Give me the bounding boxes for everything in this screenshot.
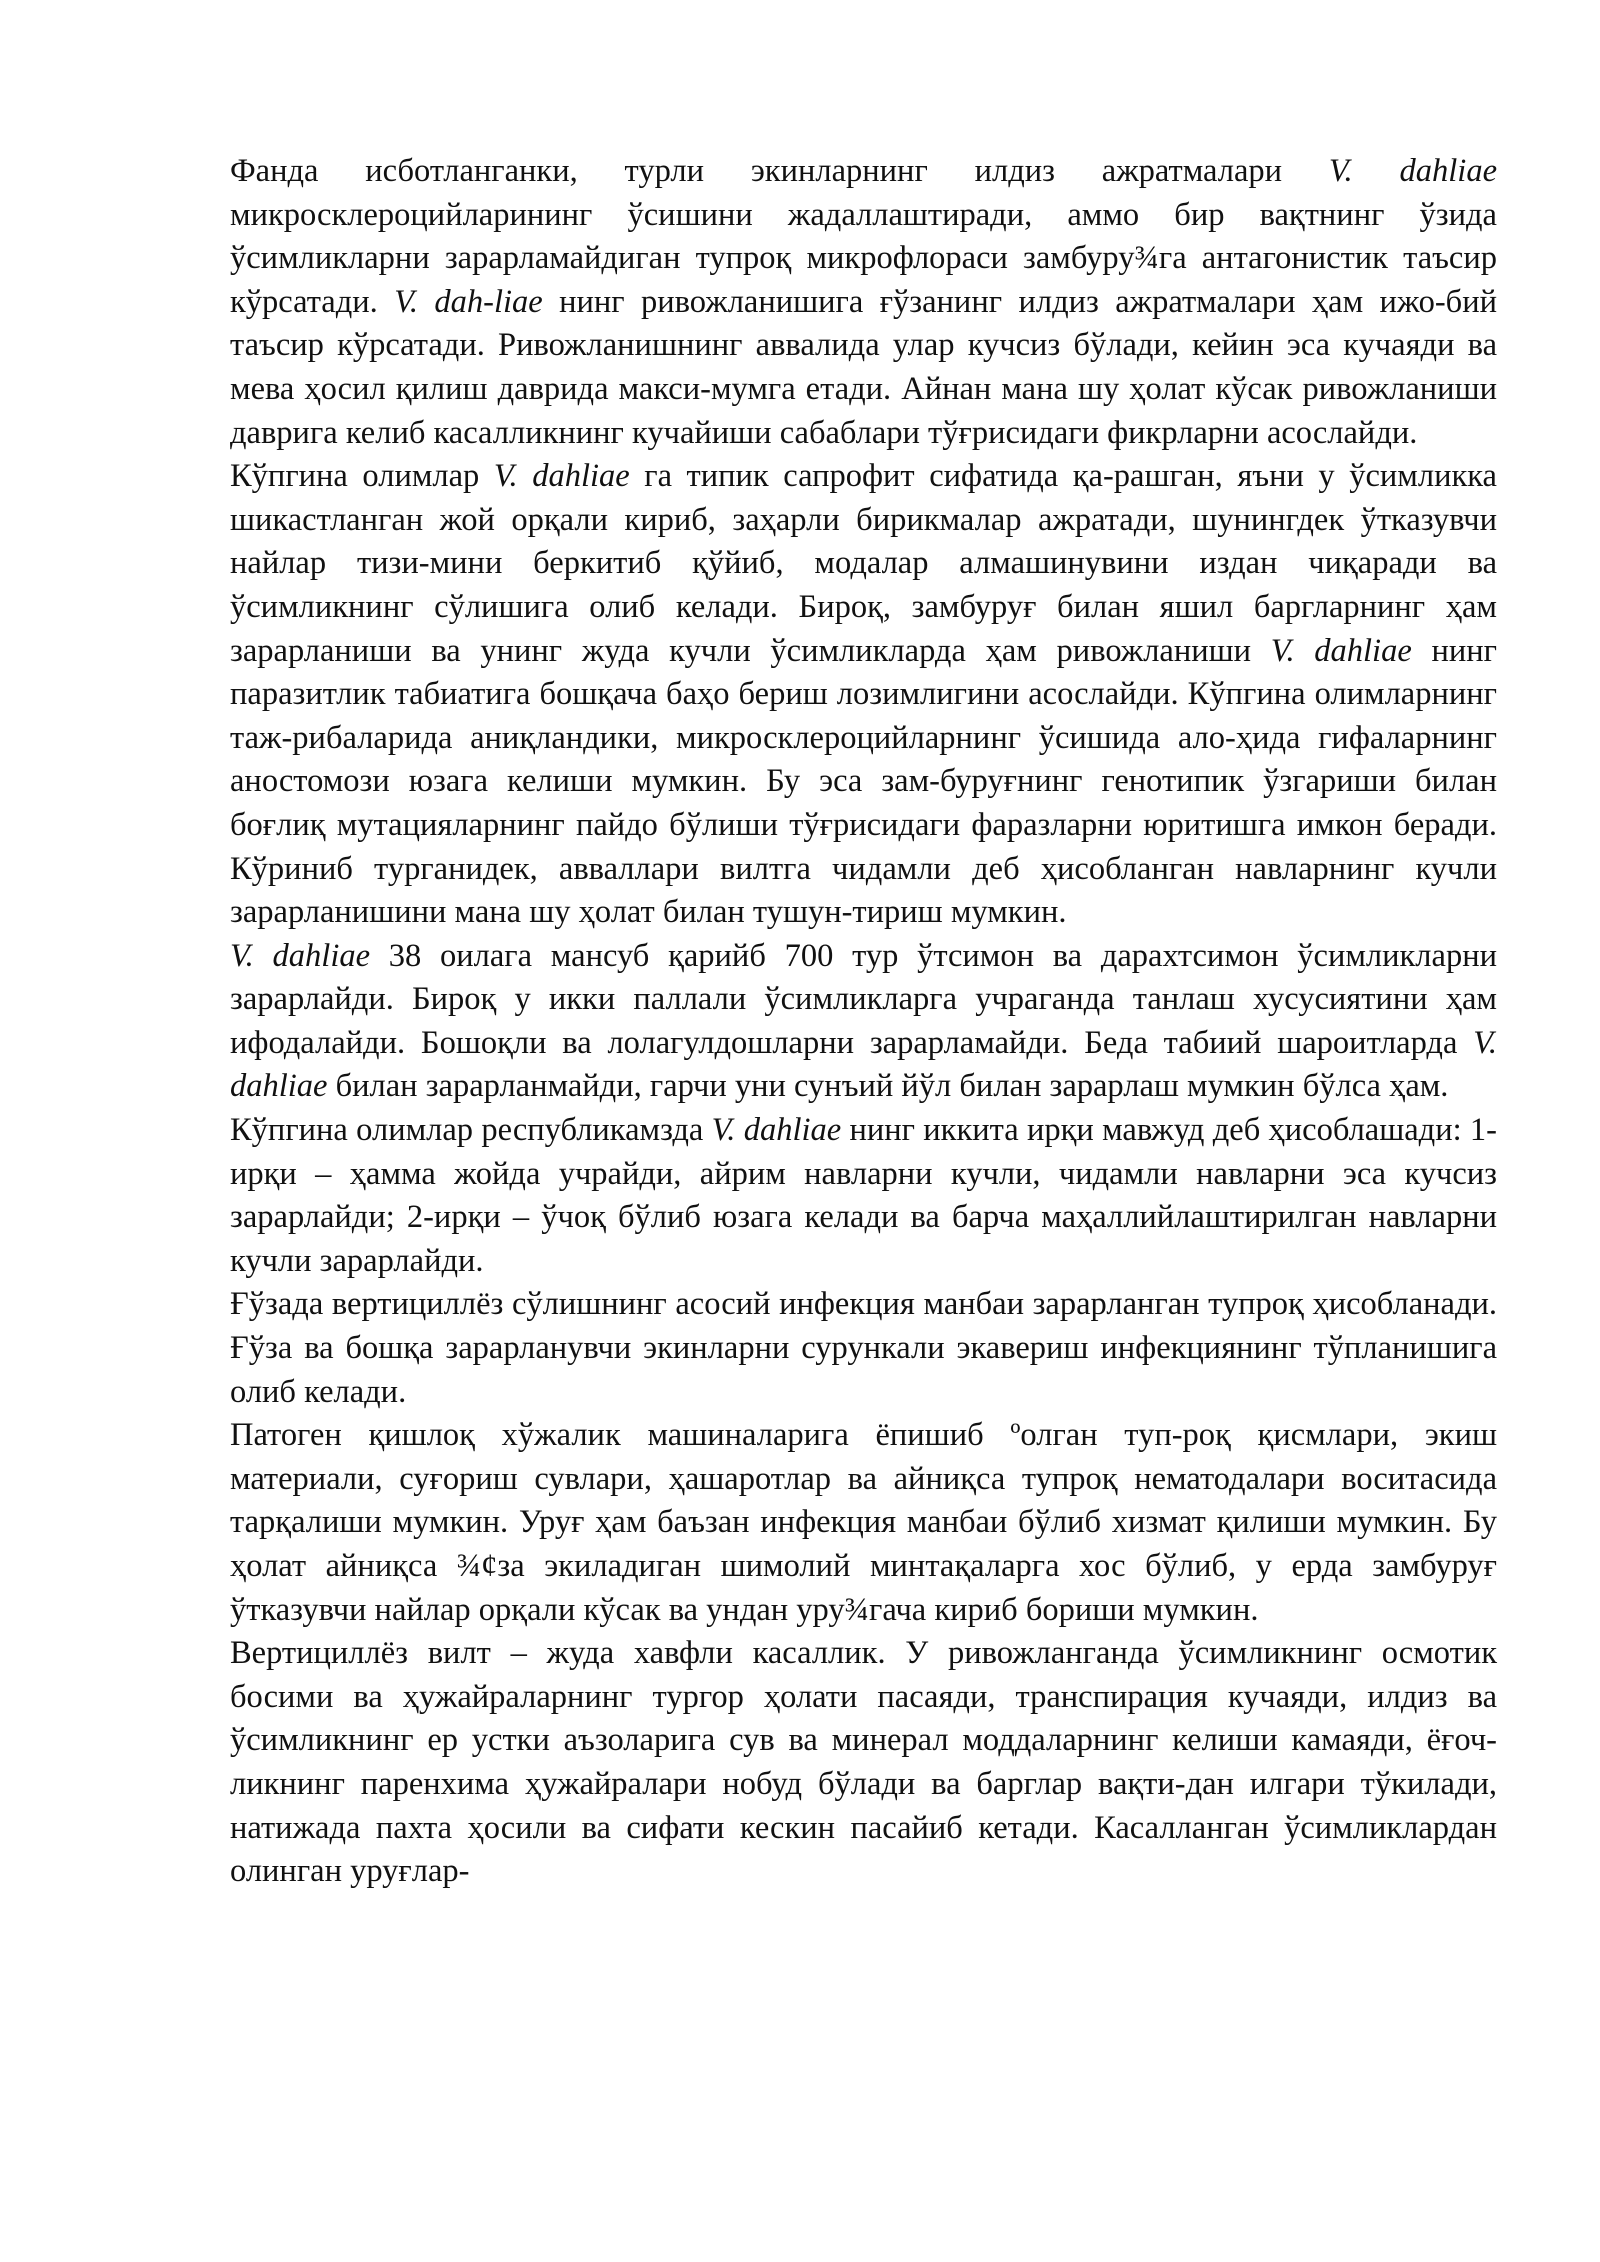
text-run: билан зарарланмайди, гарчи уни сунъий йўл билан зарарлаш мумкин бўлса ҳам.: [327, 1068, 1449, 1105]
paragraph-1: [230, 150, 1497, 455]
paragraph-5: [230, 1283, 1497, 1414]
text-run: Патоген қишлоқ хўжалик машиналарига ёпишиб ºолган туп-роқ қисмлари, экиш материали, суғориш сувлари, ҳашаротлар ва айниқса тупроқ нематодалари воситасида тарқалиши мумкин. Уруғ ҳам баъзан инфекция манбаи бўлиб хизмат қилиши мумкин. Бу ҳолат айниқса ¾¢за экиладиган шимолий минтақаларга хос бўлиб, у ерда замбуруғ ўтказувчи найлар орқали кўсак ва ундан уру¾гача кириб бориши мумкин.: [230, 1417, 1497, 1628]
text-run: нинг иккита ирқи мавжуд деб ҳисоблашади: 1-ирқи – ҳамма жойда учрайди, айрим навларни кучли, чидамли навларни эса кучсиз зарарлайди; 2-ирқи – ўчоқ бўлиб юзага келади ва барча маҳаллийлаштирилган навларни кучли зарарлайди.: [230, 1112, 1498, 1279]
text-run: га типик сапрофит сифатида қа-рашган, яъни у ўсимликка шикастланган жой орқали кириб, заҳарли бирикмалар ажратади, шунингдек ўтказувчи найлар тизи-мини беркитиб қўйиб, модалар алмашинувини издан чиқаради ва ўсимликнинг сўлишига олиб келади. Бироқ, замбуруғ билан яшил баргларнинг ҳам зарарланиши ва унинг жуда кучли ўсимликларда ҳам ривожланиши: [230, 458, 1497, 669]
paragraph-2: [230, 455, 1497, 935]
text-run: Кўпгина олимлар республикамзда: [230, 1112, 712, 1149]
text-run: нинг паразитлик табиатига бошқача баҳо бериш лозимлигини асослайди. Кўпгина олимларнинг таж-рибаларида аниқландики, микросклероцийларнинг ўсишида ало-ҳида гифаларнинг аностомози юзага келиши мумкин. Бу эса зам-буруғнинг генотипик ўзгариши билан боғлиқ мутацияларнинг пайдо бўлиши тўғрисидаги фаразларни юритишга имкон беради. Кўриниб турганидек, авваллари вилтга чидамли деб ҳисобланган навларнинг кучли зарарланишини мана шу ҳолат билан тушун-тириш мумкин.: [230, 632, 1498, 931]
species-name: V. dahliae: [711, 1112, 842, 1149]
text-run: Ғўзада вертициллёз сўлишнинг асосий инфекция манбаи зарарланган тупроқ ҳисобланади. Ғўза ва бошқа зарарланувчи экинларни сурункали экавериш инфекциянинг тўпланишига олиб келади.: [230, 1286, 1497, 1410]
paragraph-7: [230, 1632, 1497, 1894]
text-run: 38 оилага мансуб қарийб 700 тур ўтсимон ва дарахтсимон ўсимликларни зарарлайди. Бироқ у икки паллали ўсимликларга учраганда танлаш хусусиятини ҳам ифодалайди. Бошоқли ва лолагулдошларни зарарламайди. Беда табиий шароитларда: [230, 937, 1497, 1061]
species-name: V. dahliae: [1270, 632, 1412, 669]
text-run: Вертициллёз вилт – жуда хавфли касаллик. У ривожланганда ўсимликнинг осмотик босими ва ҳужайраларнинг тургор ҳолати пасаяди, транспирация кучаяди, илдиз ва ўсимликнинг ер устки аъзоларига сув ва минерал моддаларнинг келиши камаяди, ёғоч-ликнинг паренхима ҳужайралари нобуд бўлади ва барглар вақти-дан илгари тўкилади, натижада пахта ҳосили ва сифати кескин пасайиб кетади. Касалланган ўсимликлардан олинган уруғлар-: [230, 1635, 1497, 1890]
text-run: Кўпгина олимлар: [230, 458, 494, 495]
paragraph-3: [230, 935, 1497, 1109]
paragraph-4: [230, 1109, 1497, 1283]
species-name: V. dahliae: [230, 937, 371, 974]
species-name: V. dahliae: [493, 458, 630, 495]
document-page: [230, 150, 1497, 1894]
species-name: V. dahliae: [1328, 153, 1497, 189]
species-name: V. dahliae: [230, 1024, 1497, 1105]
paragraph-6: [230, 1414, 1497, 1632]
species-name: V. dah-liae: [394, 283, 543, 320]
text-run: Фанда исботланганки, турли экинларнинг илдиз ажратмалари: [230, 153, 1329, 189]
text-run: нинг ривожланишига ғўзанинг илдиз ажратмалари ҳам ижо-бий таъсир кўрсатади. Ривожланишнинг аввалида улар кучсиз бўлади, кейин эса кучаяди ва мева ҳосил қилиш даврида макси-мумга етади. Айнан мана шу ҳолат кўсак ривожланиши даврига келиб касалликнинг кучайиши сабаблари тўғрисидаги фикрларни асослайди.: [230, 283, 1497, 451]
text-run: микросклероцийларининг ўсишини жадаллаштиради, аммо бир вақтнинг ўзида ўсимликларни зарарламайдиган тупроқ микрофлораси замбуру¾га антагонистик таъсир кўрсатади.: [230, 196, 1497, 320]
